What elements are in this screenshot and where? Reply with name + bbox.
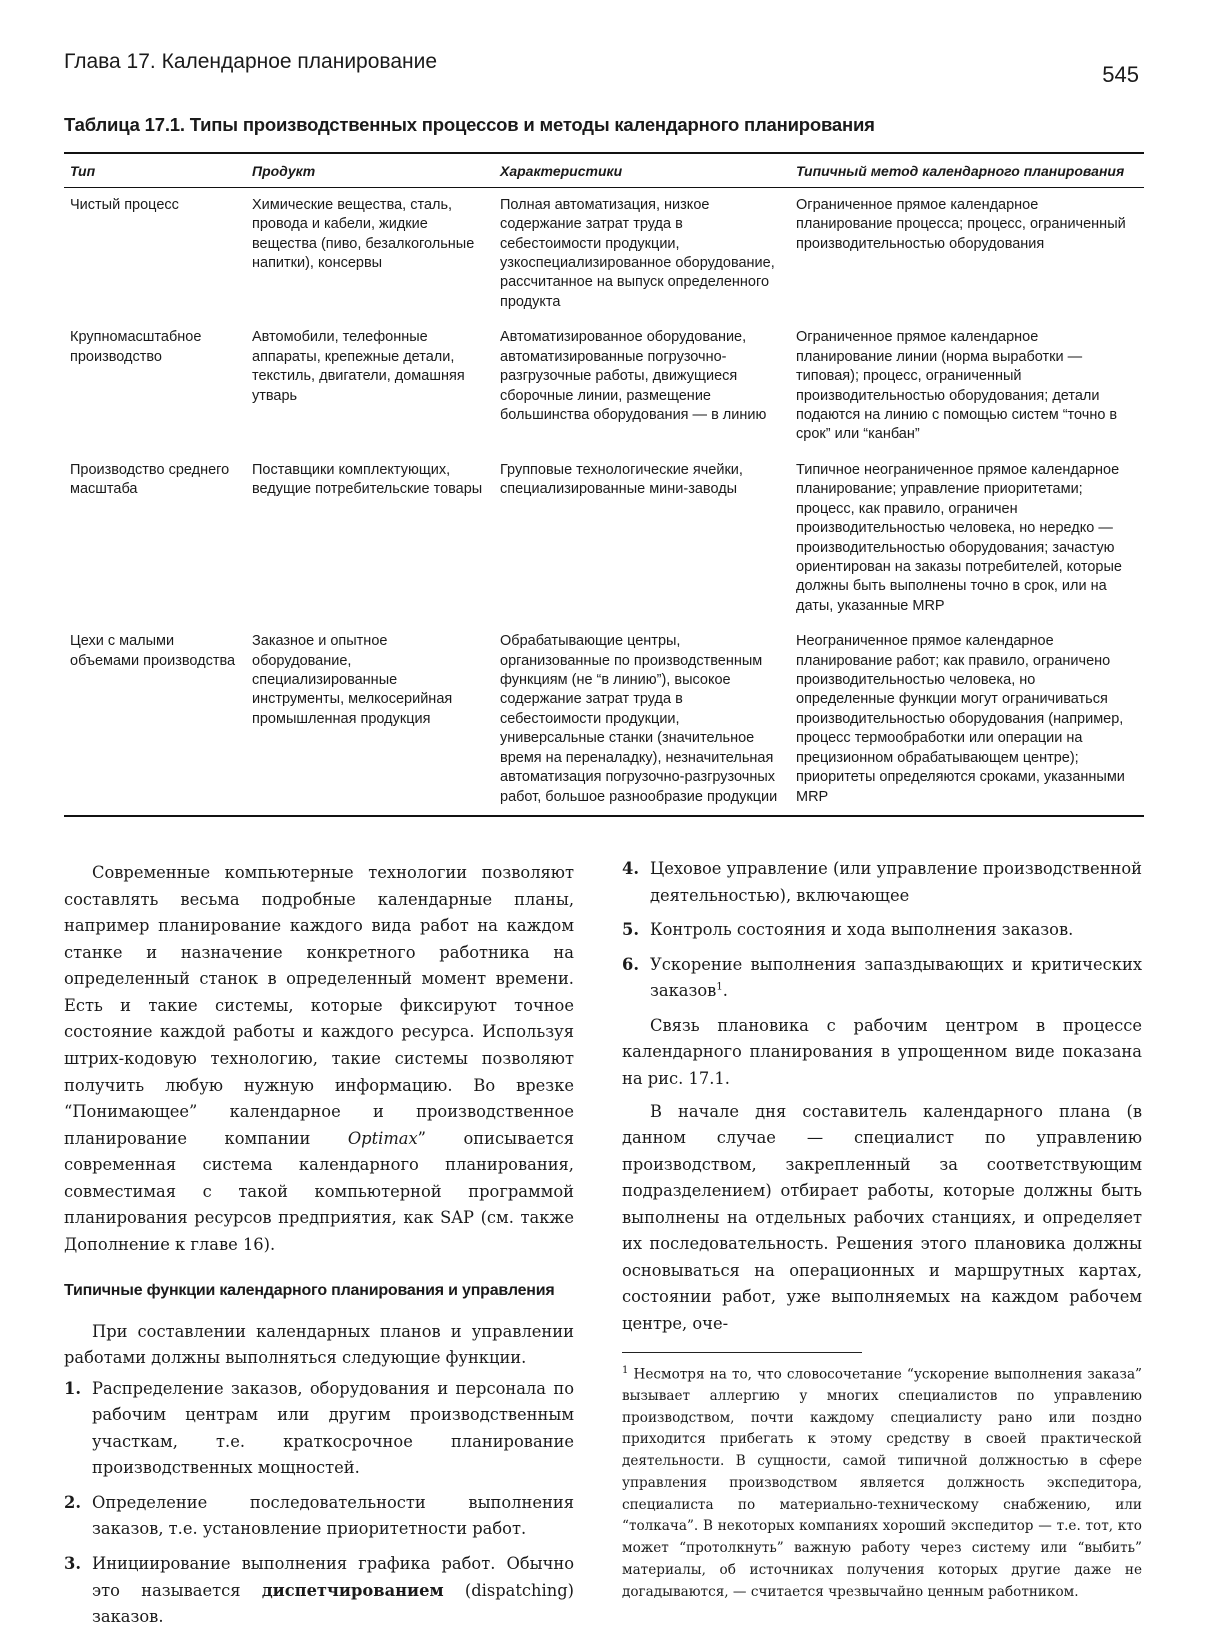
header-type: Тип: [64, 154, 246, 187]
cell-method: Неограниченное прямое календарное планирование работ; как правило, ограничено производительностью человека, но определенные функции могут ограничиваться производительностью оборудования (например, процесс термообработки или операции на прецизионном обрабатывающем центре); приоритеты определяются сроками, указанными MRP: [796, 633, 1125, 805]
table-row: [64, 453, 1144, 624]
list-text: Распределение заказов, оборудования и персонала по рабочим центрам или другим производственным участкам, т.е. краткосрочное планирование производственных мощностей.: [92, 1378, 574, 1478]
table-header-row: [64, 154, 1144, 187]
cell-method: Ограниченное прямое календарное планирование линии (норма выработки — типовая); процесс, ограниченный производительностью оборудования; детали подаются на линию с помощью систем “точно в срок” или “канбан”: [796, 329, 1118, 443]
paragraph-text: Современные компьютерные технологии позволяют составлять весьма подробные календарные планы, например планирование каждого вида работ на каждом станке и назначение конкретного работника на определенный станок в определенный момент времени. Есть и такие системы, которые фиксируют точное состояние каждой работы и каждого ресурса. Используя штрих-кодовую технологию, такие системы позволяют получить любую нужную информацию. Во врезке “Понимающее” календарное и производственное планирование компании: [64, 863, 574, 1148]
footnote-ref: 1: [716, 981, 723, 993]
list-item: [622, 856, 1142, 909]
cell-type: Цехи с малыми объемами производства: [70, 633, 236, 669]
list-number: 5.: [622, 920, 639, 940]
list-text: (dispatching) заказов.: [92, 1580, 574, 1627]
left-column: [64, 860, 574, 1639]
table-caption: Таблица 17.1. Типы производственных процессов и методы календарного планирования: [64, 114, 875, 135]
list-text: Определение последовательности выполнения заказов, т.е. установление приоритетности работ.: [92, 1492, 574, 1539]
page-number: 545: [1102, 62, 1139, 87]
paragraph-text: ” описывается современная система календарного планирования, совместимая с такой компьютерной программой планирования ресурсов предприятия, как SAP (см. также Дополнение к главе 16).: [64, 1128, 574, 1254]
cell-type: Чистый процесс: [70, 196, 179, 213]
right-column: [622, 860, 1142, 1603]
cell-type: Крупномасштабное производство: [70, 329, 202, 365]
list-number: 6.: [622, 954, 639, 974]
footnote-mark: 1: [622, 1364, 629, 1376]
list-number: 2.: [64, 1492, 81, 1512]
table-row: [64, 187, 1144, 320]
list-text: Ускорение выполнения запаздывающих и критических заказов: [650, 954, 1142, 1001]
header-characteristics: Характеристики: [494, 154, 790, 187]
header-method: Типичный метод календарного планирования: [790, 154, 1144, 187]
cell-method: Ограниченное прямое календарное планирование процесса; процесс, ограниченный производительностью оборудования: [796, 196, 1126, 252]
cell-characteristics: Автоматизированное оборудование, автоматизированные погрузочно-разгрузочные работы, движущиеся сборочные линии, размещение большинства оборудования — в линию: [500, 329, 767, 423]
body-paragraph: Связь плановика с рабочим центром в процессе календарного планирования в упрощенном виде показана на рис. 17.1.: [622, 1015, 1142, 1088]
functions-list-continued: [622, 856, 1142, 1005]
company-name: Optimax: [347, 1128, 418, 1148]
running-header: [64, 50, 1139, 87]
cell-product: Автомобили, телефонные аппараты, крепежные детали, текстиль, двигатели, домашняя утварь: [252, 329, 465, 404]
process-types-table: [64, 152, 1144, 817]
cell-characteristics: Групповые технологические ячейки, специализированные мини-заводы: [500, 461, 743, 498]
list-item: [64, 1376, 574, 1482]
cell-characteristics: Полная автоматизация, низкое содержание затрат труда в себестоимости продукции, узкоспециализированное оборудование, рассчитанное на выпуск определенного продукта: [500, 196, 775, 310]
cell-characteristics: Обрабатывающие центры, организованные по производственным функциям (не “в линию”), высокое содержание затрат труда в себестоимости продукции, универсальные станки (значительное время на переналадку), незначительная автоматизация погрузочно-разгрузочных работ, большое разнообразие продукции: [500, 633, 778, 805]
section-heading: Типичные функции календарного планирования и управления: [64, 1282, 555, 1300]
footnote-divider: [622, 1352, 862, 1353]
list-item: [622, 917, 1142, 944]
list-text-tail: .: [722, 981, 728, 1001]
table-row: [64, 624, 1144, 815]
body-paragraph: При составлении календарных планов и управлении работами должны выполняться следующие функции.: [64, 1321, 574, 1368]
functions-list: [64, 1376, 574, 1631]
list-number: 4.: [622, 859, 639, 878]
chapter-title: Глава 17. Календарное планирование: [64, 50, 438, 73]
list-text: Инициирование выполнения графика работ. Обычно это называется: [92, 1554, 574, 1600]
cell-product: Поставщики комплектующих, ведущие потребительские товары: [252, 461, 483, 498]
list-item: [622, 952, 1142, 1005]
list-text: Контроль состояния и хода выполнения заказов.: [650, 920, 1074, 940]
list-number: 3.: [64, 1554, 81, 1574]
cell-type: Производство среднего масштаба: [70, 461, 230, 498]
cell-method: Типичное неограниченное прямое календарное планирование; управление приоритетами; процесс, как правило, ограничен производительностью человека, но нередко — производительностью оборудования; зачастую ориентирован на заказы потребителей, которые должны быть выполнены точно в срок, или на даты, указанные MRP: [796, 461, 1122, 614]
list-number: 1.: [64, 1378, 81, 1398]
body-paragraph: [64, 860, 574, 1258]
list-item: [64, 1490, 574, 1543]
cell-product: Химические вещества, сталь, провода и кабели, жидкие вещества (пиво, безалкогольные напитки), консервы: [252, 196, 475, 272]
header-product: Продукт: [246, 154, 494, 187]
term-bold: диспетчированием: [261, 1580, 444, 1600]
cell-product: Заказное и опытное оборудование, специализированные инструменты, мелкосерийная промышленная продукция: [252, 633, 453, 727]
footnote-text: Несмотря на то, что словосочетание “ускорение выполнения заказа” вызывает аллергию у многих специалистов по управлению производством, почти каждому специалисту рано или поздно приходится прибегать к этому средству в своей практической деятельности. В сущности, самой типичной должностью в сфере управления производством является должность экспедитора, специалиста по материально-техническому снабжению, или “толкача”. В некоторых компаниях хороший экспедитор — т.е. тот, кто может “протолкнуть” важную работу через систему или “выбить” материалы, об источниках получения которых другие даже не догадываются, — считается чрезвычайно ценным работником.: [622, 1366, 1143, 1600]
list-item: [64, 1551, 574, 1631]
table-row: [64, 320, 1144, 453]
list-text: Цеховое управление (или управление производственной деятельностью), включающее: [650, 859, 1142, 905]
footnote: [622, 1363, 1142, 1604]
body-paragraph: В начале дня составитель календарного плана (в данном случае — специалист по управлению производством, закрепленный за соответствующим подразделением) отбирает работы, которые должны быть выполнены на отдельных рабочих станциях, и определяет их последовательность. Решения этого плановика должны основываться на операционных и маршрутных картах, состоянии работ, уже выполняемых на каждом рабочем центре, оче-: [622, 1101, 1142, 1333]
